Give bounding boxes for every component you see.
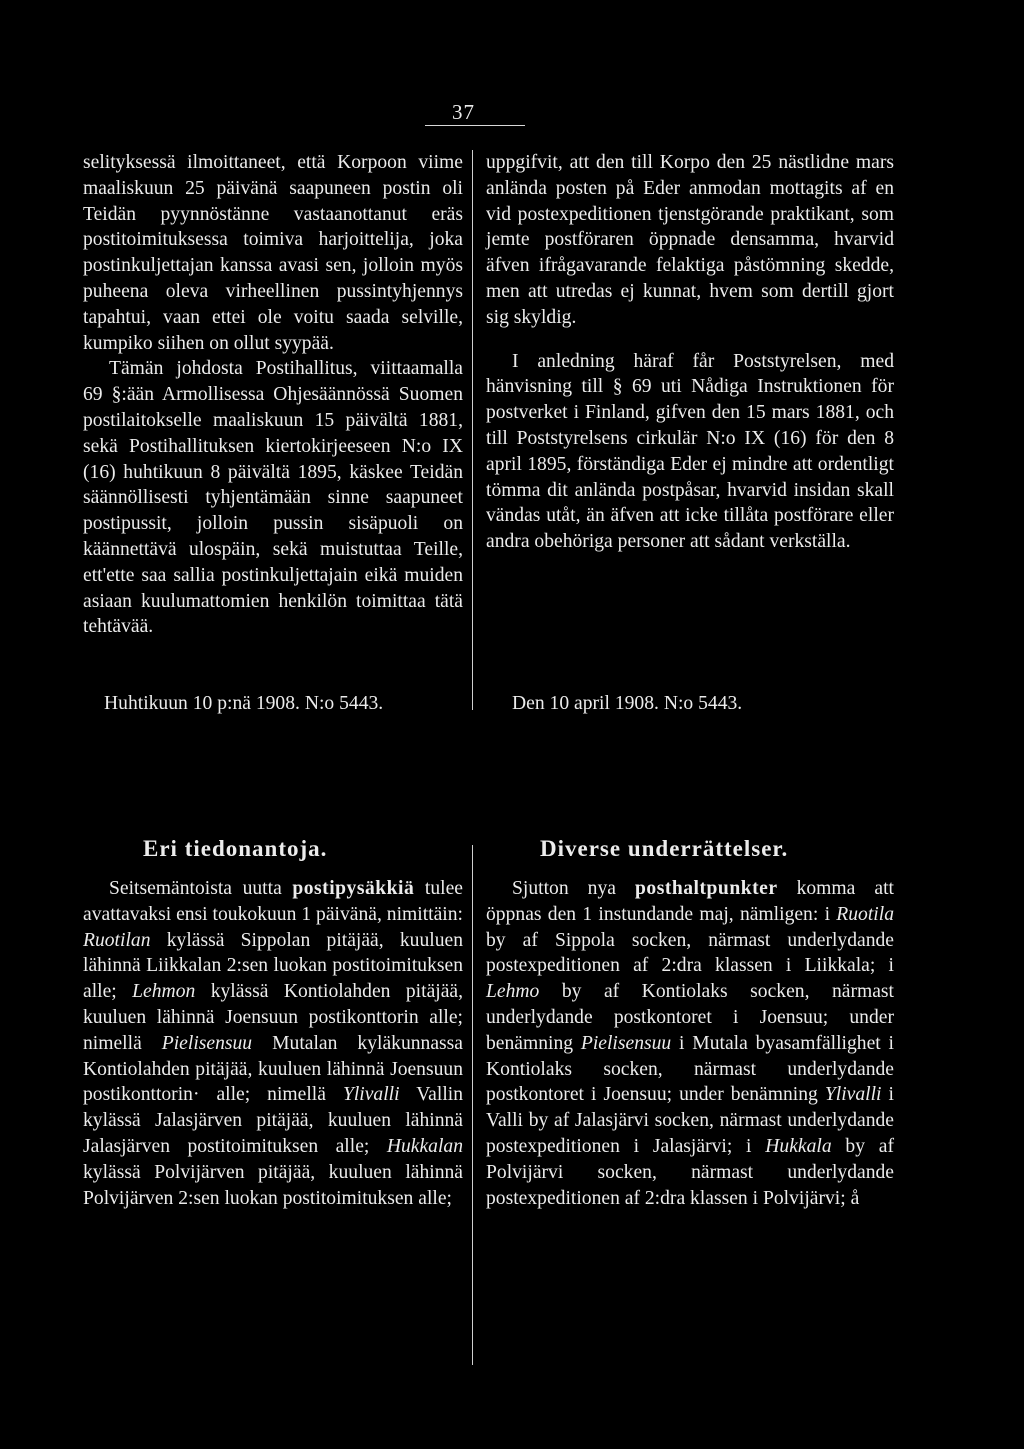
place-name: Ruotilan	[83, 929, 151, 951]
text-run: Mutalan kyläkunnassa Kontiolahden pitäjää, kuuluen lähinnä Joensuun postikonttorin· alle; nimellä	[83, 1032, 463, 1106]
text-run: Seitsemäntoista uutta	[109, 878, 293, 899]
text-run: by af Kontiolaks socken, närmast underlydande postkontoret i Joensuu; under benämning	[486, 981, 894, 1054]
finnish-notice-paragraph	[83, 876, 463, 1211]
text-run: tulee avattavaksi ensi toukokuun 1 päivänä, nimittäin:	[83, 878, 463, 925]
finnish-notice-column	[83, 876, 463, 1211]
text-run: kylässä Polvijärven pitäjää, kuuluen lähinnä Polvijärven 2:sen luokan postitoimituksen alle;	[83, 1161, 463, 1209]
place-name: Lehmon	[132, 981, 196, 1003]
swedish-notice-paragraph	[486, 876, 894, 1211]
keyword: postipysäkkiä	[292, 878, 415, 899]
swedish-letter-paragraph-2: I anledning häraf får Poststyrelsen, med hänvisning till § 69 uti Nådiga Instruktionen för postverket i Finland, gifven den 15 mars 1881, och till Poststyrelsens cirkulär N:o IX (16) för den 8 april 1895, förständiga Eder ej mindre att ordentligt tömma dit anlända postpåsar, hvarvid insidan skall vändas utåt, än äfven att icke tillåta postförare eller andra obehöriga personer att sådant verkställa.	[486, 350, 894, 553]
finnish-section-heading: Eri tiedonantoja.	[143, 836, 328, 861]
text-run: by af Polvijärvi socken, närmast underlydande postexpeditionen af 2:dra klassen i Polvijärvi; å	[486, 1135, 894, 1209]
text-run: i Mutala byasamfällighet i Kontiolaks socken, närmast underlydande postkontoret i Joensuu; under benämning	[486, 1032, 894, 1106]
swedish-letter-column	[486, 150, 894, 555]
finnish-letter-paragraph-2: Tämän johdosta Postihallitus, viittaamalla 69 §:ään Armollisessa Ohjesäännössä Suomen postilaitokselle maaliskuun 15 päivältä 1881, sekä Postihallituksen kiertokirjeeseen N:o IX (16) huhtikuun 8 päivältä 1895, käskee Teidän säännöllisesti tyhjentämään sinne saapuneet postipussit, jolloin pussin sisäpuoli on käännettävä ulospäin, sekä muistuttaa Teille, ett'ette saa sallia postinkuljettajain eikä muiden asiaan kuulumattomien henkilön toimittaa tätä tehtävää.	[83, 358, 463, 638]
text-run: Sjutton nya	[512, 878, 636, 899]
swedish-letter-paragraph-1: uppgifvit, att den till Korpo den 25 nästlidne mars anlända posten på Eder anmodan mottagits af en vid postexpeditionen tjenstgörande praktikant, som jemte postföraren öppnade densamma, hvarvid äfven ifrågavarande felaktiga påstömning skedde, men att utredas ej kunnat, hvem som dertill gjort sig skyldig.	[486, 152, 894, 328]
column-divider-bottom	[472, 845, 473, 1365]
text-run: komma att öppnas den 1 instundande maj, nämligen: i	[486, 878, 894, 925]
swedish-section-heading: Diverse underrättelser.	[540, 836, 789, 861]
swedish-letter-signature: Den 10 april 1908. N:o 5443.	[512, 693, 743, 714]
swedish-notice-column	[486, 876, 894, 1211]
column-divider-top	[472, 150, 473, 710]
place-name: Pielisensuu	[580, 1032, 672, 1054]
finnish-letter-column	[83, 150, 463, 640]
finnish-letter-paragraph-1: selityksessä ilmoittaneet, että Korpoon viime maaliskuun 25 päivänä saapuneen postin oli Teidän pyynnöstänne vastaanottanut eräs postitoimituksessa toimiva harjoittelija, joka postinkuljettajan kanssa avasi sen, jolloin myös puheena oleva virheellinen pussintyhjennys tapahtui, vaan ettei ole voitu saada selville, kumpiko siihen on ollut syypää.	[83, 152, 463, 354]
place-name: Ylivalli	[342, 1084, 400, 1106]
place-name: Ruotila	[836, 903, 894, 925]
text-run: kylässä Sippolan pitäjää, kuuluen lähinnä Liikkalan 2:sen luokan postitoimituksen alle;	[83, 929, 463, 1003]
text-run: i Valli by af Jalasjärvi socken, närmast underlydande postexpeditionen i Jalasjärvi; i	[486, 1084, 895, 1157]
place-name: Lehmo	[486, 981, 540, 1003]
text-run: by af Sippola socken, närmast underlydande postexpeditionen af 2:dra klassen i Liikkala; i	[486, 929, 894, 977]
text-run: Vallin kylässä Jalasjärven pitäjää, kuuluen lähinnä Jalasjärven postitoimituksen alle;	[83, 1084, 463, 1157]
finnish-letter-signature: Huhtikuun 10 p:nä 1908. N:o 5443.	[104, 693, 384, 714]
place-name: Hukkalan	[386, 1135, 463, 1157]
keyword: posthaltpunkter	[635, 878, 778, 899]
text-run: kylässä Kontiolahden pitäjää, kuuluen lähinnä Joensuun postikonttorin alle; nimellä	[83, 981, 464, 1054]
place-name: Pielisensuu	[161, 1032, 253, 1054]
place-name: Hukkala	[765, 1135, 832, 1157]
page-number: 37	[452, 100, 475, 124]
place-name: Ylivalli	[824, 1084, 882, 1106]
page-number-rule	[425, 125, 525, 126]
